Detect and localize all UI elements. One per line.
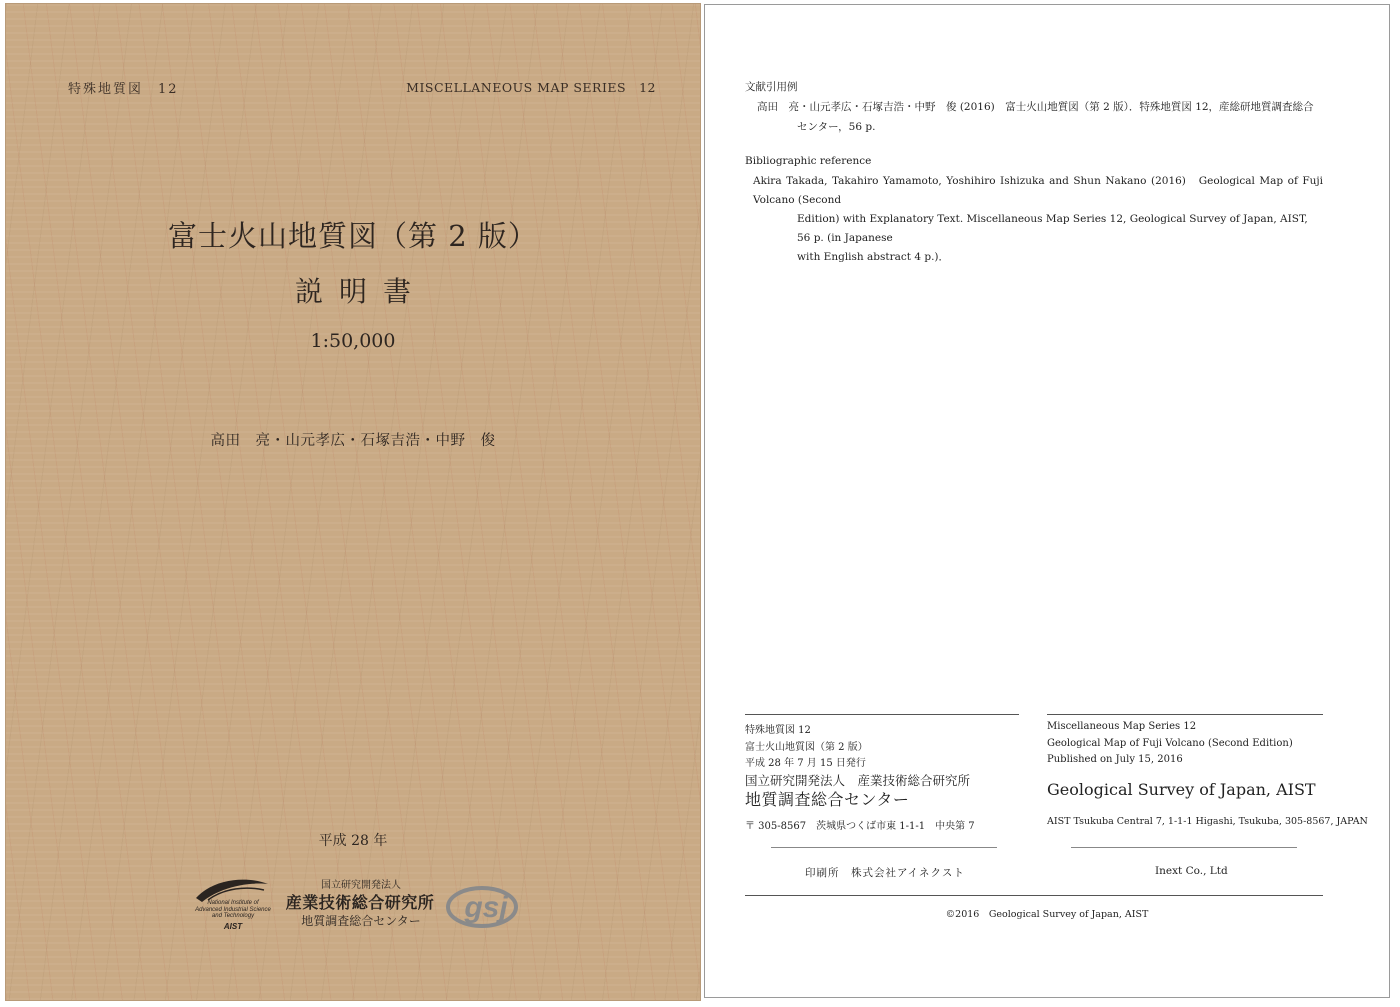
cover-title: 富士火山地質図（第 2 版） [168, 219, 538, 253]
printer-jp: 印刷所 株式会社アイネクスト [805, 867, 965, 879]
colophon-institute-jp: 国立研究開発法人 産業技術総合研究所 [745, 773, 971, 788]
colophon-address-jp: 〒 305-8567 茨城県つくば市東 1-1-1 中央第 7 [745, 821, 975, 832]
colophon-address-en: AIST Tsukuba Central 7, 1-1-1 Higashi, Tsukuba, 305-8567, JAPAN [1047, 816, 1368, 827]
cover-subtitle: 説明書 [294, 275, 427, 308]
citation-line: センター，56 p. [797, 121, 876, 133]
colophon-series-en: Miscellaneous Map Series 12 [1047, 721, 1197, 732]
divider [771, 847, 997, 848]
bibliographic-line: with English abstract 4 p.)． [797, 251, 949, 263]
divider [1047, 714, 1323, 715]
bibliographic-heading: Bibliographic reference [745, 155, 872, 167]
colophon-page [704, 4, 1390, 998]
printer-en: Inext Co., Ltd [1155, 865, 1228, 877]
colophon-title-en: Geological Map of Fuji Volcano (Second Edition) [1047, 738, 1293, 749]
series-label-en: MISCELLANEOUS MAP SERIES 12 [406, 80, 656, 95]
center-name: 地質調査総合センター [301, 914, 421, 928]
colophon-center-jp: 地質調査総合センター [745, 790, 910, 809]
aist-mark: AIST [223, 922, 243, 931]
colophon-date-jp: 平成 28 年 7 月 15 日発行 [745, 758, 866, 769]
gsj-logo-icon [442, 880, 534, 930]
citation-text [745, 97, 1335, 137]
aist-name-line: National Institute of [207, 900, 259, 906]
colophon-title-jp: 富士火山地質図（第 2 版） [745, 742, 868, 753]
citation-heading: 文献引用例 [745, 81, 798, 93]
bibliographic-line: Akira Takada, Takahiro Yamamoto, Yoshihiro Ishizuka and Shun Nakano (2016) Geological Map of Fuji Volcano (Second [753, 175, 1323, 206]
cover-authors: 高田 亮・山元孝広・石塚吉浩・中野 俊 [210, 433, 496, 449]
colophon-organization-en: Geological Survey of Japan, AIST [1047, 780, 1316, 799]
divider [745, 895, 1323, 896]
divider [745, 714, 1019, 715]
bibliographic-text [745, 172, 1323, 267]
colophon-series-jp: 特殊地質図 12 [745, 725, 811, 736]
series-label-jp: 特殊地質図 12 [68, 82, 179, 97]
aist-name-line: and Technology [211, 913, 255, 919]
bibliographic-line: Edition) with Explanatory Text. Miscellaneous Map Series 12, Geological Survey of Japan, AIST, 56 p. (in Japanese [797, 213, 1308, 244]
map-scale: 1:50,000 [310, 330, 396, 352]
book-cover [6, 4, 700, 1000]
aist-name-en [186, 900, 280, 920]
gsj-mark: gsj [464, 891, 508, 924]
publication-year: 平成 28 年 [318, 833, 388, 849]
divider [1071, 847, 1297, 848]
institute-type: 国立研究開発法人 [321, 880, 401, 891]
institute-name: 産業技術総合研究所 [285, 893, 435, 912]
aist-name-line: Advanced Industrial Science [195, 906, 271, 913]
copyright: ©2016 Geological Survey of Japan, AIST [945, 909, 1149, 920]
colophon-date-en: Published on July 15, 2016 [1047, 754, 1183, 765]
citation-line: 高田 亮・山元孝広・石塚吉浩・中野 俊 (2016) 富士火山地質図（第 2 版）．特殊地質図 12，産総研地質調査総合 [757, 101, 1314, 113]
